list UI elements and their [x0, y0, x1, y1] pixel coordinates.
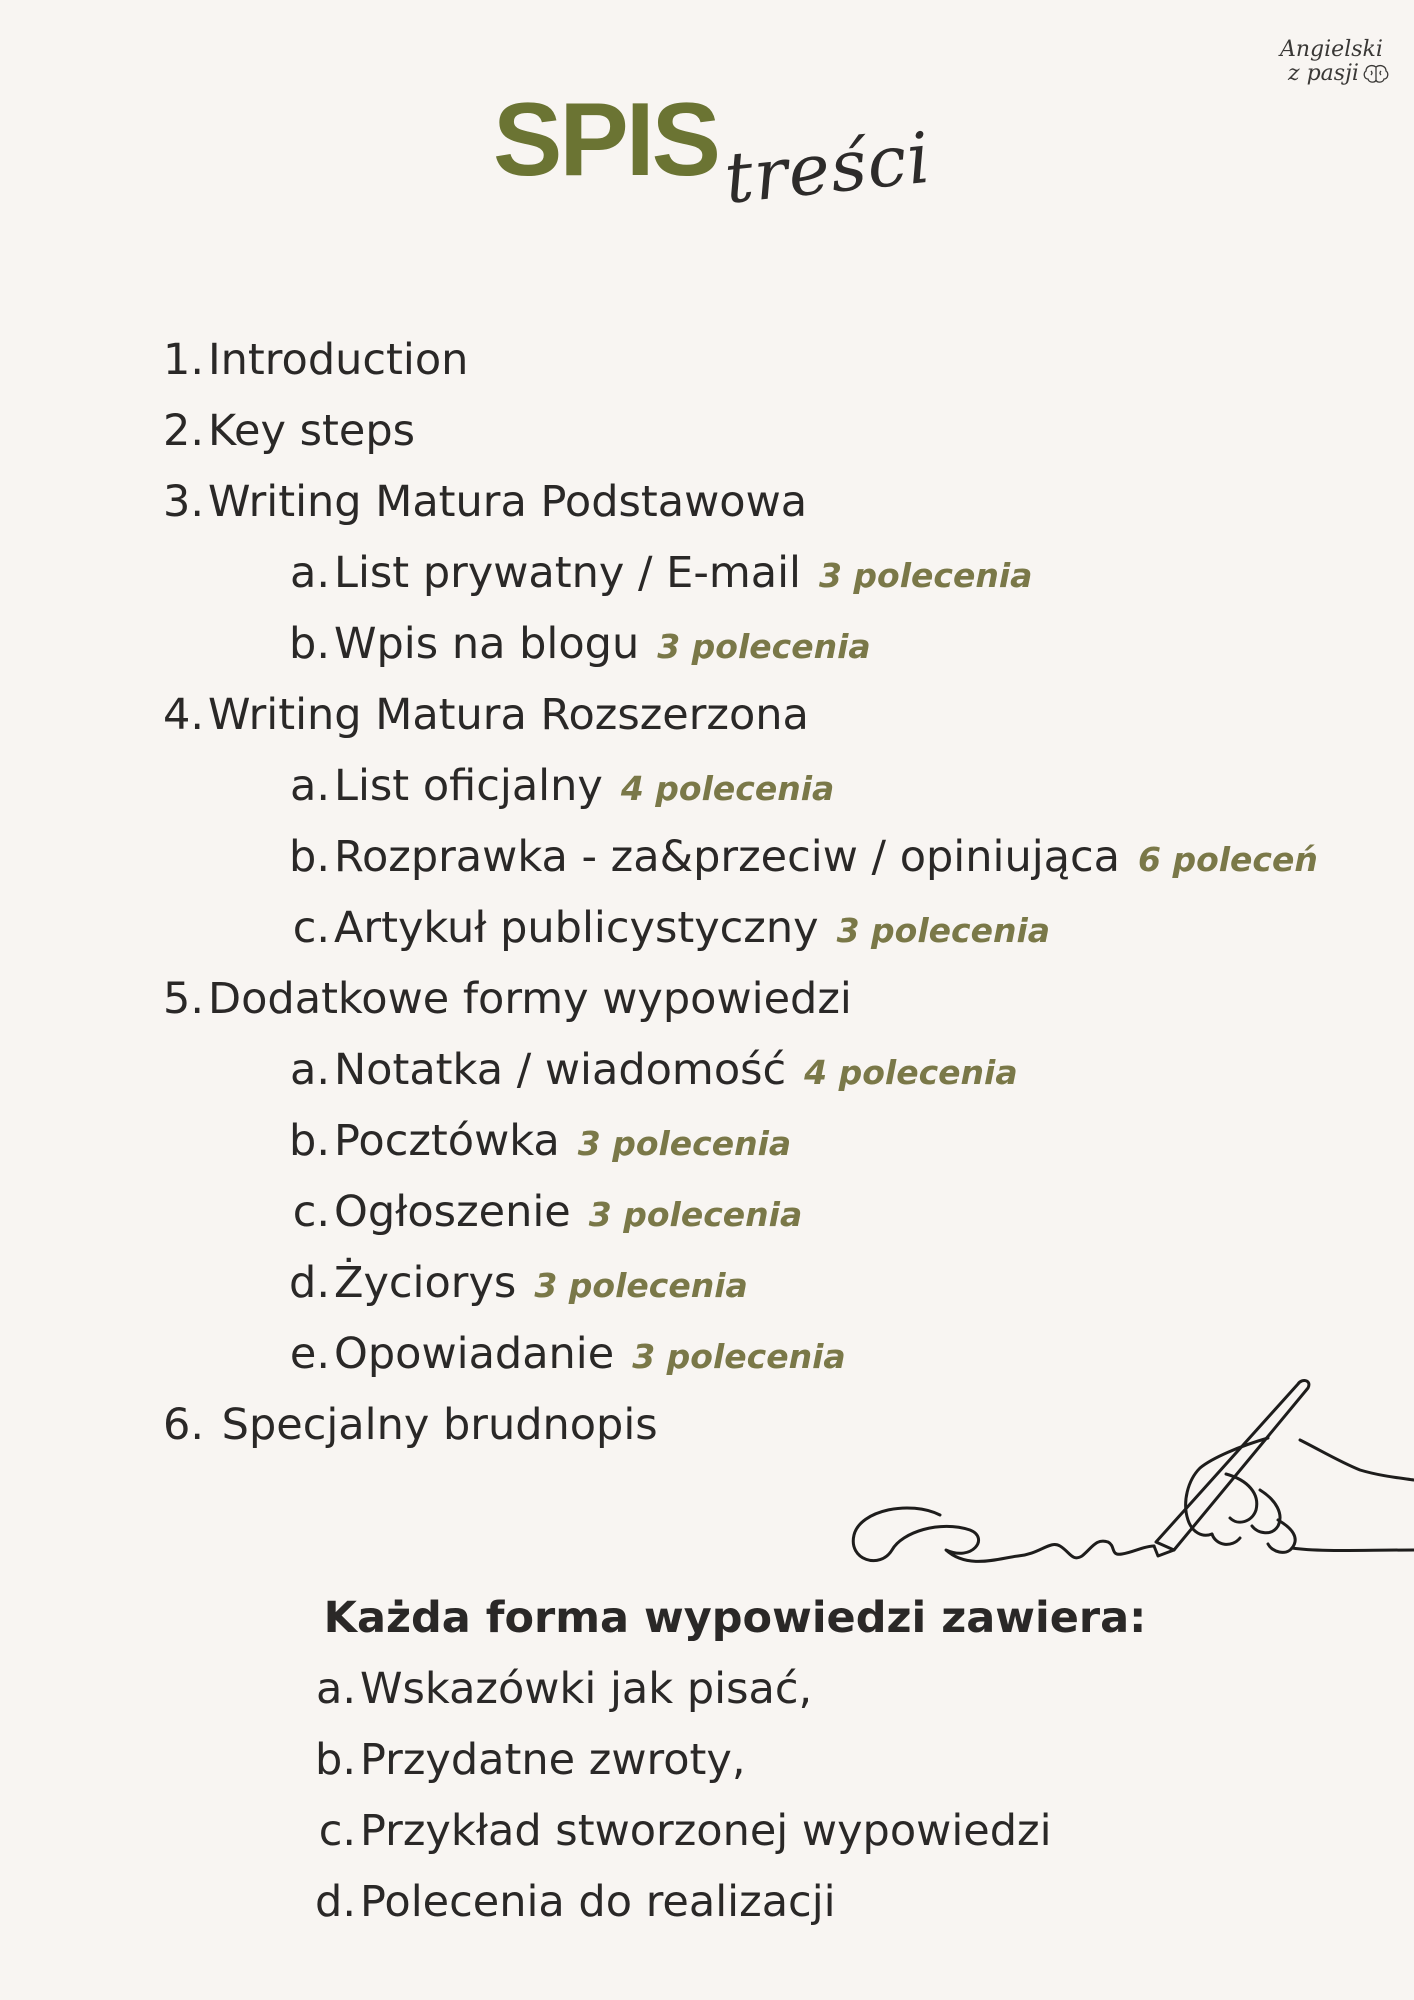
toc-item-number: 2. [162, 406, 204, 456]
task-count: 3 polecenia [632, 1337, 846, 1376]
toc-subitem-letter: a. [289, 761, 330, 811]
task-count: 3 polecenia [588, 1195, 803, 1234]
toc-item-number: 3. [162, 477, 204, 527]
toc-subitem-letter: d. [289, 1258, 330, 1308]
toc-subitem-3a [280, 545, 1032, 604]
title-script: treści [720, 116, 935, 220]
brain-icon [1363, 64, 1389, 84]
toc-subitem-5a [280, 1042, 1018, 1101]
hand-writing-heart-icon [840, 1370, 1414, 1590]
logo-line-2: z pasji [1288, 61, 1359, 86]
toc-subitem-label: Wpis na blogu [334, 619, 640, 669]
toc-subitem-letter: e. [289, 1329, 330, 1379]
info-item-b [306, 1732, 746, 1788]
info-heading: Każda forma wypowiedzi zawiera: [323, 1593, 1147, 1643]
toc-subitem-4b [280, 829, 1318, 888]
task-count: 4 polecenia [620, 769, 835, 808]
toc-subitem-label: Pocztówka [334, 1116, 560, 1166]
toc-item-label: Specjalny brudnopis [208, 1400, 658, 1450]
info-item-letter: b. [315, 1735, 356, 1785]
toc-subitem-5b [280, 1113, 791, 1172]
toc-item-5 [120, 971, 852, 1027]
toc-subitem-4c [280, 900, 1050, 959]
info-item-letter: d. [315, 1877, 356, 1927]
toc-subitem-letter: a. [289, 1045, 330, 1095]
task-count: 4 polecenia [804, 1053, 1018, 1092]
toc-subitem-4a [280, 758, 834, 817]
toc-item-4 [120, 687, 809, 743]
toc-item-label: Introduction [208, 335, 469, 385]
toc-subitem-label: Notatka / wiadomość [334, 1045, 787, 1095]
toc-item-label: Key steps [208, 406, 416, 456]
toc-subitem-5d [280, 1255, 748, 1314]
toc-item-2 [120, 403, 415, 459]
logo-line-1: Angielski [1280, 37, 1383, 62]
toc-item-1 [120, 332, 468, 388]
toc-subitem-letter: a. [289, 548, 330, 598]
toc-subitem-label: Artykuł publicystyczny [334, 903, 819, 953]
info-item-letter: c. [318, 1806, 356, 1856]
info-item-label: Wskazówki jak pisać, [360, 1664, 813, 1714]
toc-subitem-3b [280, 616, 871, 675]
page-title [493, 80, 933, 220]
toc-subitem-label: Rozprawka - za&przeciw / opiniująca [334, 832, 1120, 882]
info-item-c [306, 1803, 1052, 1859]
toc-subitem-label: List oficjalny [334, 761, 603, 811]
toc-item-number: 5. [162, 974, 204, 1024]
task-count: 3 polecenia [818, 556, 1033, 595]
toc-subitem-label: Opowiadanie [334, 1329, 615, 1379]
toc-item-number: 6. [162, 1400, 204, 1450]
info-item-letter: a. [315, 1664, 356, 1714]
toc-item-number: 4. [162, 690, 204, 740]
title-main: SPIS [493, 82, 718, 198]
toc-item-6 [120, 1397, 658, 1453]
toc-subitem-letter: b. [289, 619, 330, 669]
toc-subitem-5c [280, 1184, 802, 1243]
info-item-label: Przykład stworzonej wypowiedzi [360, 1806, 1052, 1856]
toc-subitem-letter: b. [289, 832, 330, 882]
task-count: 3 polecenia [657, 627, 871, 666]
toc-subitem-label: Życiorys [334, 1258, 517, 1308]
task-count: 3 polecenia [534, 1266, 748, 1305]
toc-subitem-5e [280, 1326, 846, 1385]
info-item-label: Przydatne zwroty, [360, 1735, 746, 1785]
toc-subitem-letter: c. [292, 903, 330, 953]
info-item-a [306, 1661, 812, 1717]
info-item-d [306, 1874, 836, 1930]
toc-subitem-label: Ogłoszenie [334, 1187, 571, 1237]
toc-item-number: 1. [162, 335, 204, 385]
task-count: 3 polecenia [577, 1124, 792, 1163]
info-item-label: Polecenia do realizacji [360, 1877, 836, 1927]
toc-subitem-label: List prywatny / E-mail [334, 548, 801, 598]
toc-subitem-letter: b. [289, 1116, 330, 1166]
toc-item-label: Writing Matura Podstawowa [208, 477, 808, 527]
task-count: 6 poleceń [1138, 840, 1318, 879]
task-count: 3 polecenia [836, 911, 1051, 950]
toc-item-label: Writing Matura Rozszerzona [208, 690, 809, 740]
toc-item-3 [120, 474, 807, 530]
toc-subitem-letter: c. [292, 1187, 330, 1237]
toc-item-label: Dodatkowe formy wypowiedzi [208, 974, 852, 1024]
brand-logo [1280, 38, 1390, 86]
